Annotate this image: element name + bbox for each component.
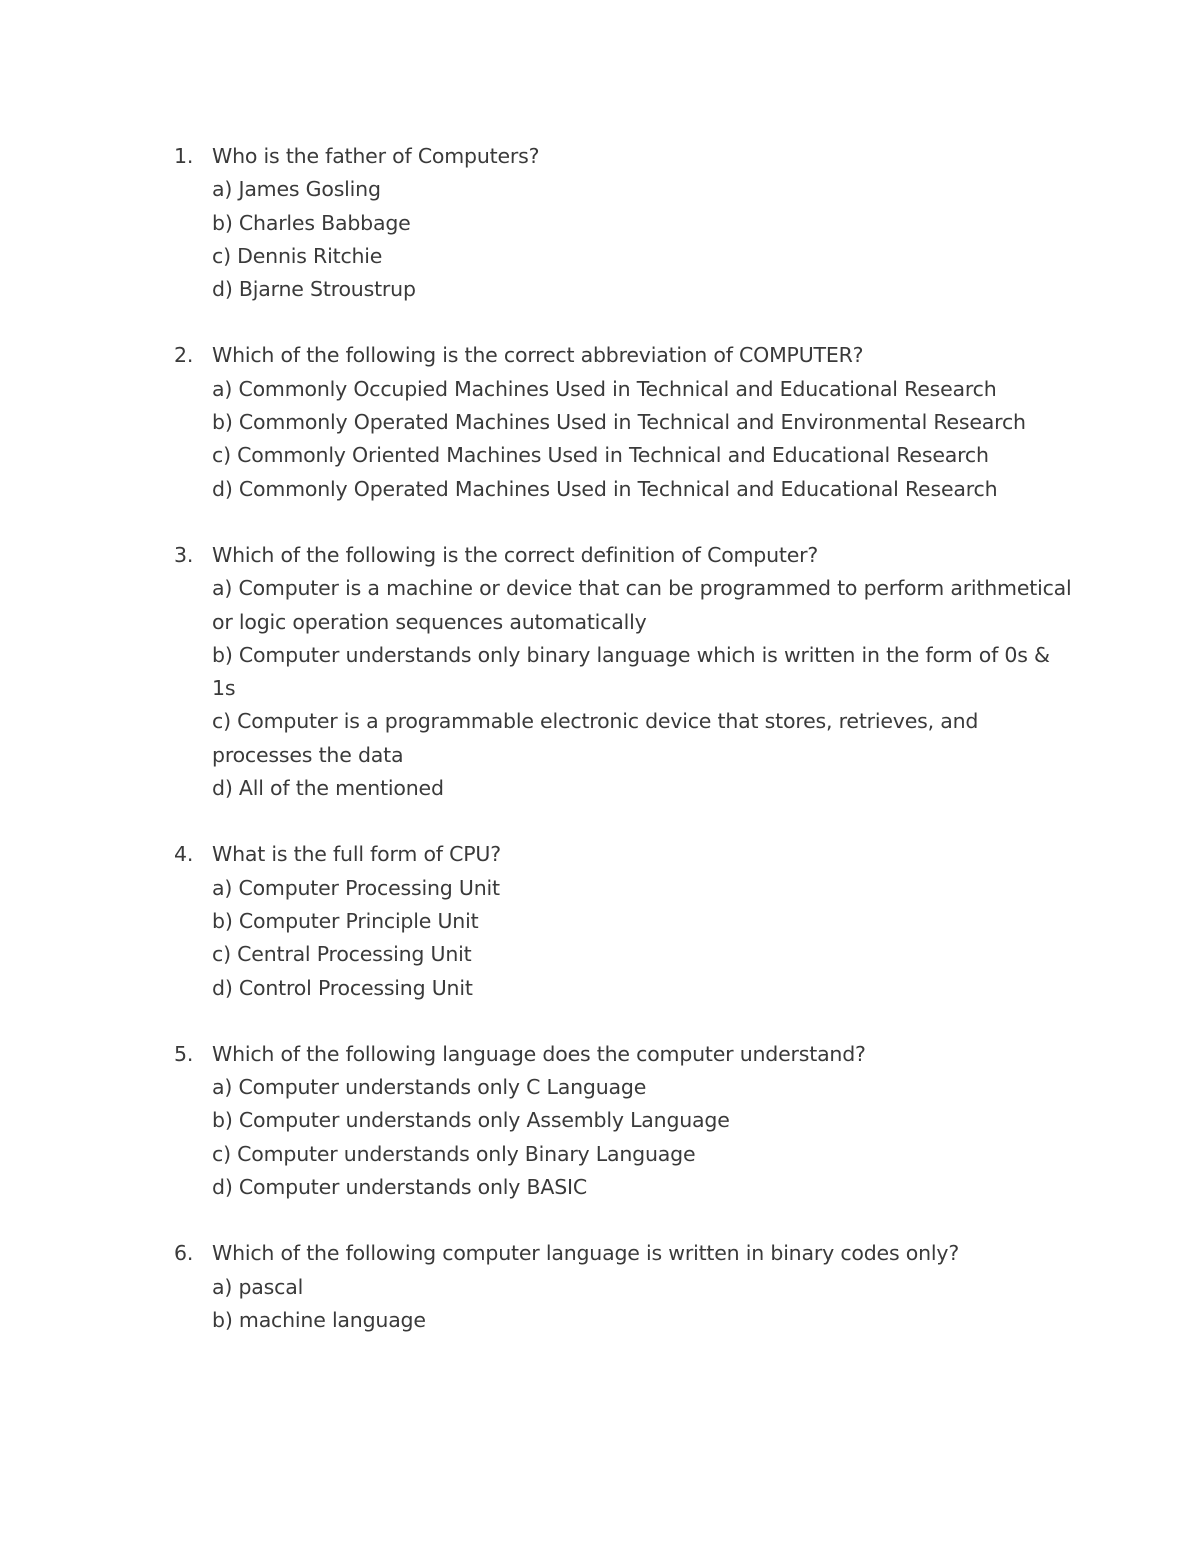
question-item [174, 339, 1074, 505]
answer-option: a) pascal [212, 1274, 304, 1299]
question-item [174, 838, 1074, 1004]
answer-option: c) Computer is a programmable electronic device that stores, retrieves, and processes the data [212, 709, 979, 767]
question-item [174, 140, 1074, 306]
answer-option: c) Dennis Ritchie [212, 243, 383, 268]
question-text: What is the full form of CPU? [212, 842, 501, 867]
question-number: 3. [174, 542, 194, 567]
question-text: Which of the following language does the computer understand? [212, 1041, 866, 1066]
answer-option: c) Central Processing Unit [212, 942, 472, 967]
answer-option: d) Commonly Operated Machines Used in Technical and Educational Research [212, 476, 998, 501]
question-text: Which of the following is the correct abbreviation of COMPUTER? [212, 343, 864, 368]
answer-option: b) Charles Babbage [212, 210, 411, 235]
answer-option: a) James Gosling [212, 177, 381, 202]
answer-option: d) All of the mentioned [212, 776, 444, 801]
answer-option: a) Computer understands only C Language [212, 1075, 647, 1100]
answer-option: c) Computer understands only Binary Language [212, 1141, 696, 1166]
answer-option: d) Control Processing Unit [212, 975, 473, 1000]
question-text: Which of the following is the correct definition of Computer? [212, 542, 819, 567]
question-text: Who is the father of Computers? [212, 144, 540, 168]
question-number: 2. [174, 343, 194, 368]
question-number: 4. [174, 842, 194, 867]
question-item [174, 1237, 1074, 1337]
question-item [174, 539, 1074, 805]
answer-option: b) Computer understands only Assembly Language [212, 1108, 730, 1133]
answer-option: d) Computer understands only BASIC [212, 1175, 588, 1200]
answer-option: b) Commonly Operated Machines Used in Technical and Environmental Research [212, 410, 1026, 435]
answer-option: b) Computer understands only binary language which is written in the form of 0s & 1s [212, 642, 1050, 701]
question-number: 1. [174, 144, 194, 168]
question-item [174, 1038, 1074, 1204]
question-list [174, 140, 1074, 1370]
answer-option: c) Commonly Oriented Machines Used in Technical and Educational Research [212, 443, 989, 468]
answer-option: b) machine language [212, 1307, 426, 1332]
answer-option: d) Bjarne Stroustrup [212, 277, 416, 302]
answer-option: b) Computer Principle Unit [212, 908, 479, 933]
answer-option: a) Commonly Occupied Machines Used in Technical and Educational Research [212, 376, 997, 401]
question-text: Which of the following computer language is written in binary codes only? [212, 1241, 959, 1266]
answer-option: a) Computer Processing Unit [212, 875, 500, 900]
answer-option: a) Computer is a machine or device that can be programmed to perform arithmetical or logic operation sequences automatically [212, 576, 1072, 634]
question-number: 6. [174, 1241, 194, 1266]
question-number: 5. [174, 1041, 194, 1066]
